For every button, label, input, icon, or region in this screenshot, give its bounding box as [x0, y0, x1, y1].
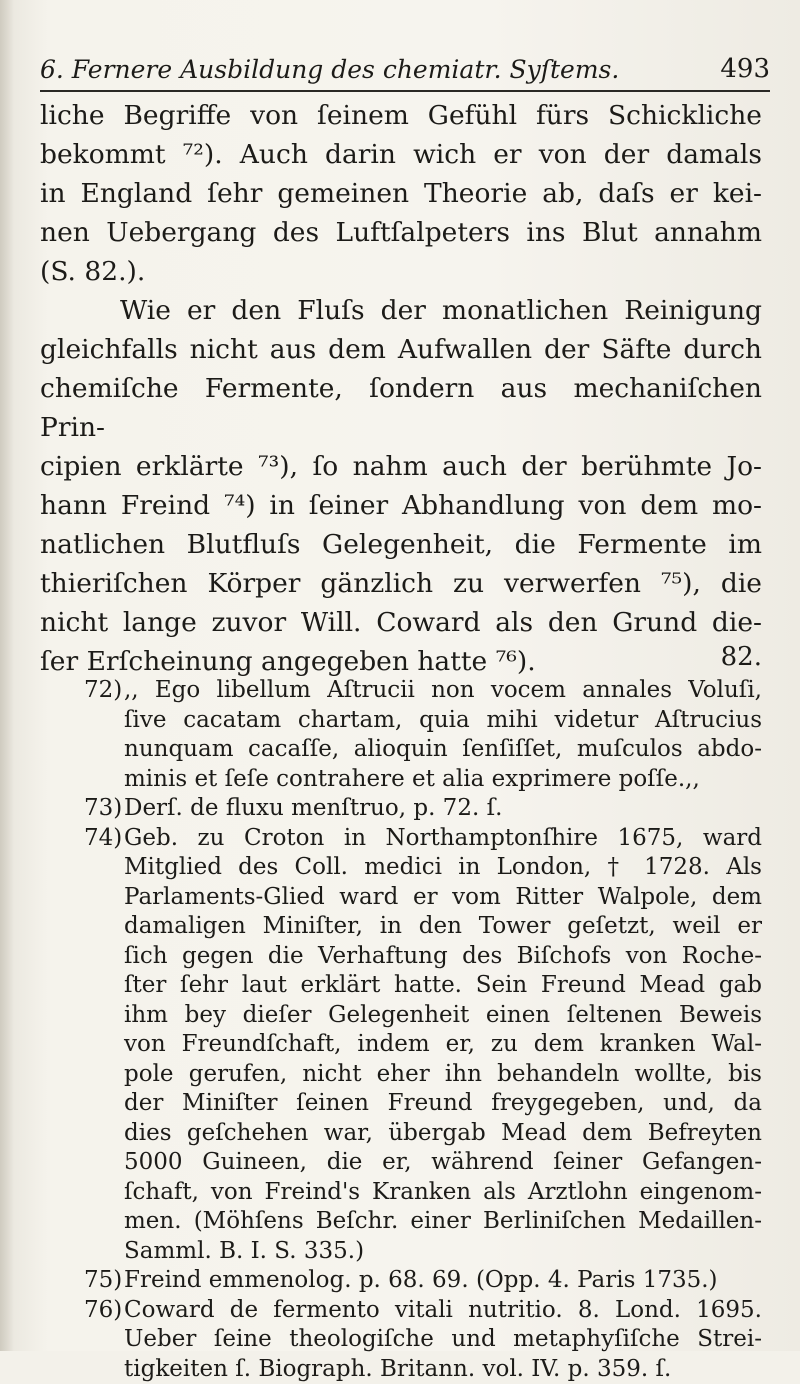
body-line: natlichen Blutfluſs Gelegenheit, die Fermente im: [40, 525, 762, 564]
footnote-74: [84, 824, 762, 1267]
footnote-line: ſter ſehr laut erklärt hatte. Sein Freund Mead gab: [124, 971, 762, 1001]
footnote-line: Mitglied des Coll. medici in London, † 1728. Als: [124, 853, 762, 883]
footnote-line: von Freundſchaft, indem er, zu dem kranken Wal-: [124, 1030, 762, 1060]
page-number: 493: [720, 54, 770, 84]
body-line: bekommt ⁷²). Auch darin wich er von der damals: [40, 135, 762, 174]
footnote-line: nunquam cacaſſe, alioquin ſenſiſſet, muſculos abdo-: [124, 735, 762, 765]
body-line: thieriſchen Körper gänzlich zu verwerfen ⁷⁵), die: [40, 564, 762, 603]
footnote-line: ,, Ego libellum Aſtrucii non vocem annales Voluſi,: [124, 676, 762, 706]
page-header: [40, 40, 770, 92]
footnote-line: pole gerufen, nicht eher ihn behandeln wollte, bis: [124, 1060, 762, 1090]
body-line: hann Freind ⁷⁴) in ſeiner Abhandlung von dem mo-: [40, 486, 762, 525]
body-line: gleichfalls nicht aus dem Aufwallen der Säfte durch: [40, 330, 762, 369]
footnote-line: dies geſchehen war, übergab Mead dem Befreyten: [124, 1119, 762, 1149]
footnote-line: 5000 Guineen, die er, während ſeiner Gefangen-: [124, 1148, 762, 1178]
footnote-75: [84, 1266, 762, 1296]
section-marker: 82.: [721, 642, 762, 672]
footnote-number: 72): [84, 676, 124, 794]
footnote-line: ihm bey dieſer Gelegenheit einen ſeltenen Beweis: [124, 1001, 762, 1031]
footnote-number: 73): [84, 794, 124, 824]
body-line: nen Uebergang des Luftſalpeters ins Blut annahm: [40, 213, 762, 252]
footnote-line: minis et ſeſe contrahere et alia exprimere poſſe.,,: [124, 765, 762, 795]
footnote-line: ſive cacatam chartam, quia mihi videtur Aſtrucius: [124, 706, 762, 736]
body-line: (S. 82.).: [40, 252, 762, 291]
body-line: nicht lange zuvor Will. Coward als den Grund die-: [40, 603, 762, 642]
footnote-line: der Miniſter ſeinen Freund freygegeben, und, da: [124, 1089, 762, 1119]
footnotes: [84, 676, 762, 1384]
footnote-line: Freind emmenolog. p. 68. 69. (Opp. 4. Paris 1735.): [124, 1266, 762, 1296]
footnote-line: Parlaments-Glied ward er vom Ritter Walpole, dem: [124, 883, 762, 913]
body-line: liche Begriffe von ſeinem Gefühl fürs Schickliche: [40, 96, 762, 135]
footnote-line: Derſ. de fluxu menſtruo, p. 72. ſ.: [124, 794, 762, 824]
footnote-73: [84, 794, 762, 824]
footnote-line: Samml. B. I. S. 335.): [124, 1237, 762, 1267]
body-line: cipien erklärte ⁷³), ſo nahm auch der berühmte Jo-: [40, 447, 762, 486]
footnote-line: Coward de fermento vitali nutritio. 8. Lond. 1695.: [124, 1296, 762, 1326]
footnote-72: [84, 676, 762, 794]
body-line: chemiſche Fermente, ſondern aus mechaniſchen Prin-: [40, 369, 762, 447]
footnote-line: Geb. zu Croton in Northamptonſhire 1675, ward: [124, 824, 762, 854]
footnote-line: damaligen Miniſter, in den Tower geſetzt, weil er: [124, 912, 762, 942]
footnote-line: Ueber ſeine theologiſche und metaphyſiſche Strei-: [124, 1325, 762, 1355]
footnote-line: ſchaft, von Freind's Kranken als Arztlohn eingenom-: [124, 1178, 762, 1208]
footnote-line: men. (Möhſens Beſchr. einer Berliniſchen Medaillen-: [124, 1207, 762, 1237]
footnote-line: ſich gegen die Verhaftung des Biſchofs von Roche-: [124, 942, 762, 972]
running-title: 6. Fernere Ausbildung des chemiatr. Syſtems.: [40, 55, 619, 84]
body-line: Wie er den Fluſs der monatlichen Reinigung: [40, 291, 762, 330]
footnote-number: 74): [84, 824, 124, 1267]
body-line: in England ſehr gemeinen Theorie ab, daſs er kei-: [40, 174, 762, 213]
body-text: [40, 96, 762, 681]
footnote-number: 75): [84, 1266, 124, 1296]
footnote-76: [84, 1296, 762, 1384]
body-line: ſer Erſcheinung angegeben hatte ⁷⁶).: [40, 642, 762, 681]
footnote-line: tigkeiten ſ. Biograph. Britann. vol. IV. p. 359. ſ.: [124, 1355, 762, 1384]
footnote-number: 76): [84, 1296, 124, 1384]
